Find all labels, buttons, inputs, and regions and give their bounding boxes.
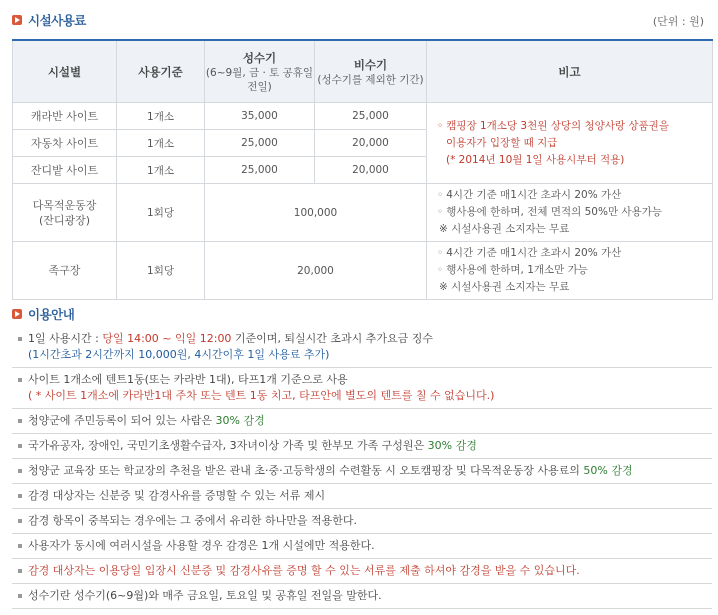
section-header-fees (12, 11, 86, 29)
table-row: 다목적운동장 (잔디광장) 1회당 100,000 ◦ 4시간 기준 매1시간 초과시 20% 가산 ◦ 행사용에 한하며, 전체 면적의 50%만 사용가능 ※ 시설사용권 소지자는 무료 (13, 184, 713, 242)
table-header-row (13, 40, 713, 103)
table-row: 자동차 사이트 1개소 25,000 20,000 (13, 130, 713, 157)
note-cell: ◦ 캠핑장 1개소당 3천원 상당의 청양사랑 상품권을 이용자가 입장할 때 지급 (* 2014년 10월 1일 사용시부터 적용) (427, 103, 713, 184)
section-header-guide (12, 305, 74, 323)
col-standard: 사용기준 (117, 40, 205, 103)
list-item: 감경 대상자는 이용당일 입장시 신분증 및 감경사유를 증명 할 수 있는 서류를 제출 하셔야 감경을 받을 수 있습니다. (12, 559, 712, 584)
col-peak: 성수기 (6~9월, 금 · 토 공휴일 전일) (205, 40, 315, 103)
fee-table (12, 39, 713, 300)
list-item: 사이트 1개소에 텐트1동(또는 카라반 1대), 타프1개 기준으로 사용 ( * 사이트 1개소에 카라반1대 주차 또는 텐트 1동 치고, 타프안에 별도의 텐트를 칠 수 없습니다.) (12, 368, 712, 409)
table-row: 캐라반 사이트 1개소 35,000 25,000 ◦ 캠핑장 1개소당 3천원 상당의 청양사랑 상품권을 이용자가 입장할 때 지급 (* 2014년 10월 1일 사용시부터 적용) (13, 103, 713, 130)
list-item: 성수기란 성수기(6~9월)와 매주 금요일, 토요일 및 공휴일 전일을 말한다. (12, 584, 712, 609)
list-item: 사용자가 동시에 여러시설을 사용할 경우 감경은 1개 시설에만 적용한다. (12, 534, 712, 559)
list-item: 청양군 교육장 또는 학교장의 추천을 받은 관내 초·중·고등학생의 수련활동 시 오토캠핑장 및 다목적운동장 사용료의 50% 감경 (12, 459, 712, 484)
unit-label: (단위 : 원) (652, 15, 704, 28)
list-item: 1일 사용시간 : 당일 14:00 ~ 익일 12:00 기준이며, 퇴실시간 초과시 추가요금 징수 (1시간초과 2시간까지 10,000원, 4시간이후 1일 사용료 추가) (12, 327, 712, 368)
col-offpeak: 비수기 (성수기를 제외한 기간) (315, 40, 427, 103)
list-item: 감경 항목이 중복되는 경우에는 그 중에서 유리한 하나만을 적용한다. (12, 509, 712, 534)
table-row: 족구장 1회당 20,000 ◦ 4시간 기준 매1시간 초과시 20% 가산 ◦ 행사용에 한하며, 1개소만 가능 ※ 시설사용권 소지자는 무료 (13, 242, 713, 300)
arrow-bullet-icon (12, 15, 22, 25)
col-note: 비고 (427, 40, 713, 103)
col-facility: 시설별 (13, 40, 117, 103)
section-title: 시설사용료 (28, 13, 86, 28)
section-title: 이용안내 (28, 307, 75, 322)
list-item: 국가유공자, 장애인, 국민기초생활수급자, 3자녀이상 가족 및 한부모 가족 구성원은 30% 감경 (12, 434, 712, 459)
list-item: 감경 대상자는 신분증 및 감경사유를 증명할 수 있는 서류 제시 (12, 484, 712, 509)
table-row: 잔디밭 사이트 1개소 25,000 20,000 (13, 157, 713, 184)
arrow-bullet-icon (12, 309, 22, 319)
guide-list (12, 327, 712, 609)
list-item: 청양군에 주민등록이 되어 있는 사람은 30% 감경 (12, 409, 712, 434)
